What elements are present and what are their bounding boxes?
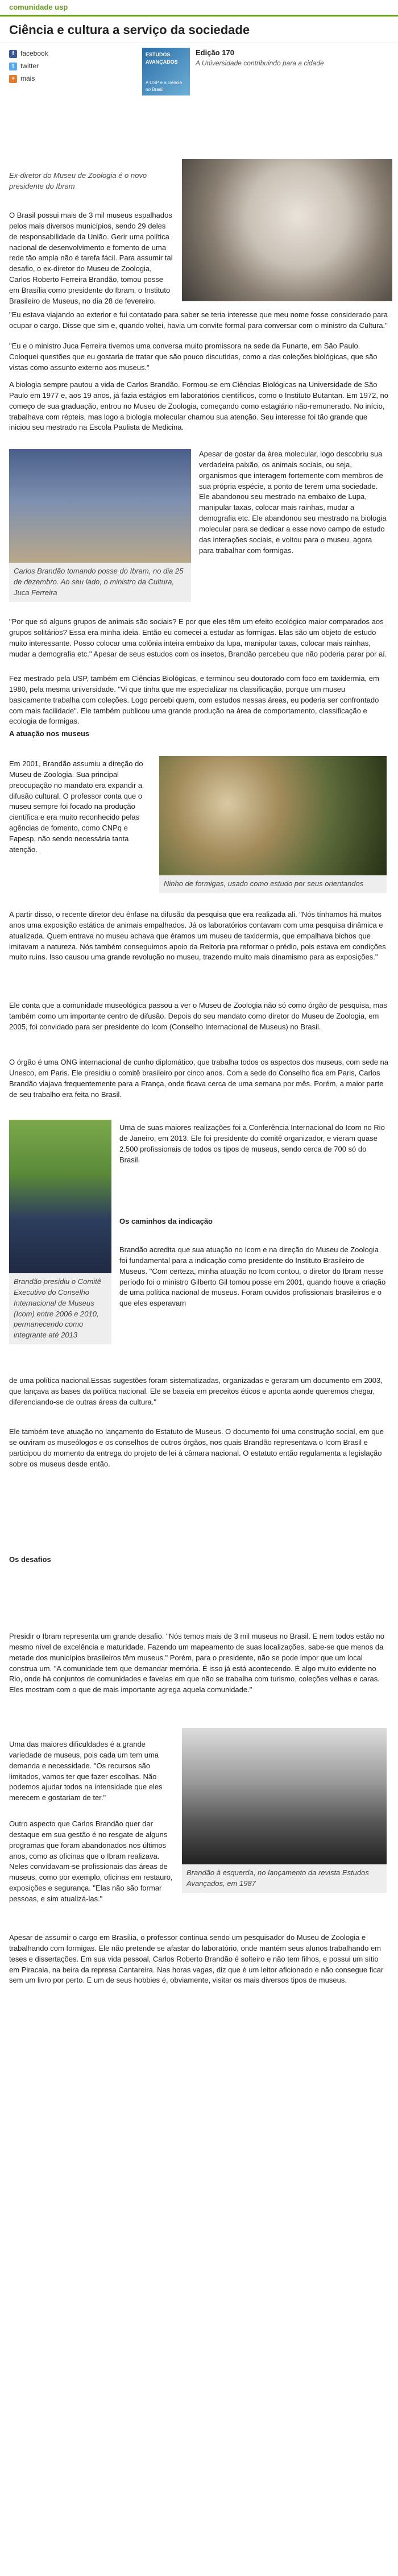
ceremony-photo	[9, 449, 191, 563]
section4-closing: Apesar de assumir o cargo em Brasília, o professor continua sendo um pesquisador do Museu de Zoologia e trabalhando com formigas. Ele não pretende se afastar do laboratório, onde mantém seus alunos trabalhando em teses e dissertações. Em sua vida pessoal, Carlos Roberto Brandão é solteiro e não tem filhos, e possui um sítio em Piracaia, na beira da represa Cantareira. Nas horas vagas, diz que é um leitor aficionado e não consegue ficar sem um livro por perto. E um de seus hobbies é, obviamente, visitar os mais diversos tipos de museus.	[9, 1933, 384, 1985]
section3-side-text: Uma de suas maiores realizações foi a Conferência Internacional do Icom no Rio de Janeiro, em 2013. Ele foi presidente do comitê organizador, e vieram quase 2.500 profissionais de todos os tipos de museus, sendo cerca de 700 só do Brasil.	[119, 1123, 385, 1164]
launch-photo	[182, 1728, 387, 1864]
brandao-photo	[9, 1120, 111, 1273]
ant-nest-photo	[159, 756, 387, 875]
section1-side-text: Apesar de gostar da área molecular, logo descobriu sua verdadeira paixão, os animais sociais, ou seja, organismos que interagem fortemente com membros de sua própria espécie, a ponto de terem uma sociedade. Ele abandonou seu mestrado na embaixo de Lupa, manipular taxas, colocar mais rainhas, mudar a demografia etc. Ele abandonou seu mestrado na biologia molecular para se dedicar a esse novo campo de estudo das interações sociais, e voltou para o museu, agora para trabalhar com formigas.	[199, 450, 387, 555]
facebook-icon: f	[9, 50, 17, 58]
share-twitter-label: twitter	[20, 62, 39, 70]
brandao-caption: Brandão presidiu o Comitê Executivo do Conselho Internacional de Museus (Icom) entre 2006 e 2010, permanecendo como integrante até 2013	[9, 1273, 111, 1344]
edition-subtitle: A Universidade contribuindo para a cidade	[196, 59, 324, 67]
launch-caption: Brandão à esquerda, no lançamento da revista Estudos Avançados, em 1987	[182, 1864, 387, 1893]
section4-side-text-2: Outro aspecto que Carlos Brandão quer dar destaque em sua gestão é no resgate de alguns programas que foram abandonados nos últimos anos, como as oficinas que o Ibram realizava. Neles convidavam-se profissionais das áreas de museus, como por exemplo, oficinas em restauro, exposições e segurança. "Elas não são formar pessoas, e sim atualizá-las."	[9, 1819, 173, 1903]
section4-heading: Os desafios	[9, 1555, 51, 1564]
section4-side-text-1: Uma das maiores dificuldades é a grande variedade de museus, pois cada um tem uma demanda e necessidade. "Os recursos são limitados, vamos ter que fazer escolhas. Não podemos ajudar todos na intensidade que eles merecem e gostariam de ter."	[9, 1740, 163, 1802]
share-facebook-label: facebook	[20, 49, 48, 58]
share-facebook[interactable]	[9, 48, 111, 60]
section-label[interactable]: comunidade usp	[9, 2, 68, 11]
share-twitter[interactable]	[9, 60, 111, 73]
cover-title: ESTUDOS AVANÇADOS	[146, 52, 178, 65]
section3-paragraph-1: de uma política nacional.Essas sugestões foram sistematizadas, organizadas e geraram um documento em 2003, que lançava as bases da política nacional. Ele se baseia em preceitos éticos e aponta aonde queremos chegar, diferenciando-se de outras áreas da cultura."	[9, 1376, 383, 1406]
section2-paragraph-1: A partir disso, o recente diretor deu ênfase na difusão da pesquisa que era realizada ali. "Nós tínhamos há muitos anos uma exposição estática de animais empalhados. Já os laboratórios contavam com uma pesquisa dinâmica e atualizada. Quem entrava no museu achava que éramos um museu de taxidermia, que empalhava bichos que imitavam a natureza. Nós também conseguimos apoio da Reitoria pra reformar o prédio, pois estava em condições muito ruins. Isso causou uma grande revolução no museu, trazendo muito mais dinamismo para as exposições."	[9, 910, 386, 962]
intro-paragraph-1: O Brasil possui mais de 3 mil museus espalhados pelos mais diversos municípios, sendo 29 deles de responsabilidade da União. Gerir uma política nacional de desenvolvimento e fomento de uma rede tão ampla não é tarefa fácil. Para assumir tal desafio, o ex-diretor do Museu de Zoologia, Carlos Roberto Ferreira Brandão, tomou posse em Brasília como presidente do Ibram, o Instituto Brasileiro de Museus, no dia 28 de fevereiro.	[9, 211, 173, 305]
edition-box	[142, 48, 381, 95]
section2-heading: A atuação nos museus	[9, 729, 90, 738]
section2-paragraph-2: Ele conta que a comunidade museológica passou a ver o Museu de Zoologia não só como órgão de pesquisa, mas também como um importante centro de difusão. Depois do seu mandato como diretor do Museu de Zoologia, em 2005, foi convidado para ser presidente do Icom (Conselho Internacional de Museus) no Brasil.	[9, 1001, 387, 1031]
section3-heading: Os caminhos da indicação	[119, 1217, 213, 1225]
share-more-label: mais	[20, 74, 35, 83]
ceremony-caption: Carlos Brandão tomando posse do Ibram, no dia 25 de dezembro. Ao seu lado, o ministro da Cultura, Juca Ferreira	[9, 563, 191, 602]
share-more[interactable]	[9, 73, 111, 85]
portrait-photo	[182, 159, 392, 301]
intro-caption: Ex-diretor do Museu de Zoologia é o novo presidente do Ibram	[9, 171, 147, 190]
ant-nest-caption: Ninho de formigas, usado como estudo por seus orientandos	[159, 875, 387, 893]
intro-paragraph-3: "Eu e o ministro Juca Ferreira tivemos uma conversa muito promissora na sede da Funarte, em São Paulo. Coloquei questões que eu gostaria de tratar que são pouco discutidas, como a das coleções biológicas, que são vistas como assunto externo aos museus."	[9, 342, 378, 372]
article-title: Ciência e cultura a serviço da sociedade	[0, 16, 398, 43]
section3-paragraph-2: Ele também teve atuação no lançamento do Estatuto de Museus. O documento foi uma construção social, em que se ouviram os museólogos e os conselhos de outros órgãos, nos quais Brandão representava o Icom Brasil e participou do momento da entrega do projeto de lei à câmara nacional. O estatuto então regulamenta a legislação sobre os museus desde então.	[9, 1427, 384, 1468]
intro-paragraph-4: A biologia sempre pautou a vida de Carlos Brandão. Formou-se em Ciências Biológicas na Universidade de São Paulo em 1977 e, aos 19 anos, já fazia estágios em laboratórios científicos, como o Instituto Butantan. Em 1972, no começo de sua graduação, entrou no Museu de Zoologia, começando como estagiário não-remunerado. No início, trabalhava com répteis, mas logo a biologia molecular chamou sua atenção. Seu interesse foi tão grande que iniciou seu mestrado na Escola Paulista de Medicina.	[9, 380, 389, 432]
twitter-icon: t	[9, 63, 17, 70]
section3-col-text: Brandão acredita que sua atuação no Icom e na direção do Museu de Zoologia foi fundamental para a indicação como presidente do Instituto Brasileiro de Museus. "Com certeza, minha atuação no Icom contou, o diretor do Ibram nesse período foi o ministro Gilberto Gil tomou posse em 2001, quando houve a criação de uma política nacional de museus. Foram ouvidos profissionais brasileiros e o que eles esperavam	[119, 1245, 386, 1308]
edition-cover[interactable]	[142, 48, 190, 95]
section2-side-text: Em 2001, Brandão assumiu a direção do Museu de Zoologia. Sua principal preocupação no mandato era expandir a difusão cultural. O professor conta que o museu sempre foi focado na produção científica e era muito reconhecido pelas agências de fomento, como CNPq e Fapesp, não sendo necessária tanta atenção.	[9, 759, 143, 854]
section1-paragraph-2: Fez mestrado pela USP, também em Ciências Biológicas, e terminou seu doutorado com foco em taxidermia, em 1980, pela mesma universidade. "Vi que tinha que me especializar na classificação, porque um museu basicamente trabalha com coleções. Logo percebi quem, com estudos nessas áreas, eu poderia ser confrontado com mais facilidade". Ele também publicou uma grande produção na área de comportamento, classificação e ecologia de formigas.	[9, 674, 379, 726]
section4-paragraph-1: Presidir o Ibram representa um grande desafio. "Nós temos mais de 3 mil museus no Brasil. E nem todos estão no mesmo nível de excelência e maturidade. Fazendo um mapeamento de suas localizações, sabe-se que menos da metade dos municípios brasileiros têm museus." Porém, para o presidente, não se pode impor que um local construa um. "A comunidade tem que demandar memória. É isso já está acontecendo. É algo muito evidente no Rio, onde há conjuntos de comunidades e favelas em que não se trabalha com turismo, coleções velhas e caras. Eles mostram com o que de mais importante agrega aquela comunidade."	[9, 1632, 384, 1694]
plus-icon: +	[9, 75, 17, 83]
section-header	[0, 0, 398, 16]
cover-subtitle: A USP e a ciência no Brasil	[146, 80, 182, 92]
edition-number[interactable]: Edição 170	[196, 48, 234, 57]
section1-paragraph-1: "Por que só alguns grupos de animais são sociais? E por que eles têm um efeito ecológico maior comparados aos grupos solitários? Essa era minha ideia. Então eu comecei a estudar as formigas. Elas são um objeto de estudo muito interessante. Posso colocar uma colônia inteira embaixo da lupa, manipular taxas, colocar mais rainhas, mudar a demografia etc." Apesar de seus estudos com os insetos, Brandão percebeu que não poderia parar por aí.	[9, 617, 387, 658]
share-box	[9, 48, 111, 85]
section2-paragraph-3: O órgão é uma ONG internacional de cunho diplomático, que trabalha todos os aspectos dos museus, com sede na Unesco, em Paris. Ele presidiu o comitê brasileiro por cinco anos. Com a sede do Conselho fica em Paris, Carlos Brandão viajava frequentemente para a França, onde ficava cerca de uma semana por mês. Porém, a maior parte de seu trabalho era feita no Brasil.	[9, 1058, 388, 1099]
intro-paragraph-2: "Eu estava viajando ao exterior e fui contatado para saber se teria interesse que meu nome fosse considerado para ocupar o cargo. Disse que sim e, quando voltei, havia um convite formal para conversar com o ministro da Cultura."	[9, 310, 388, 330]
